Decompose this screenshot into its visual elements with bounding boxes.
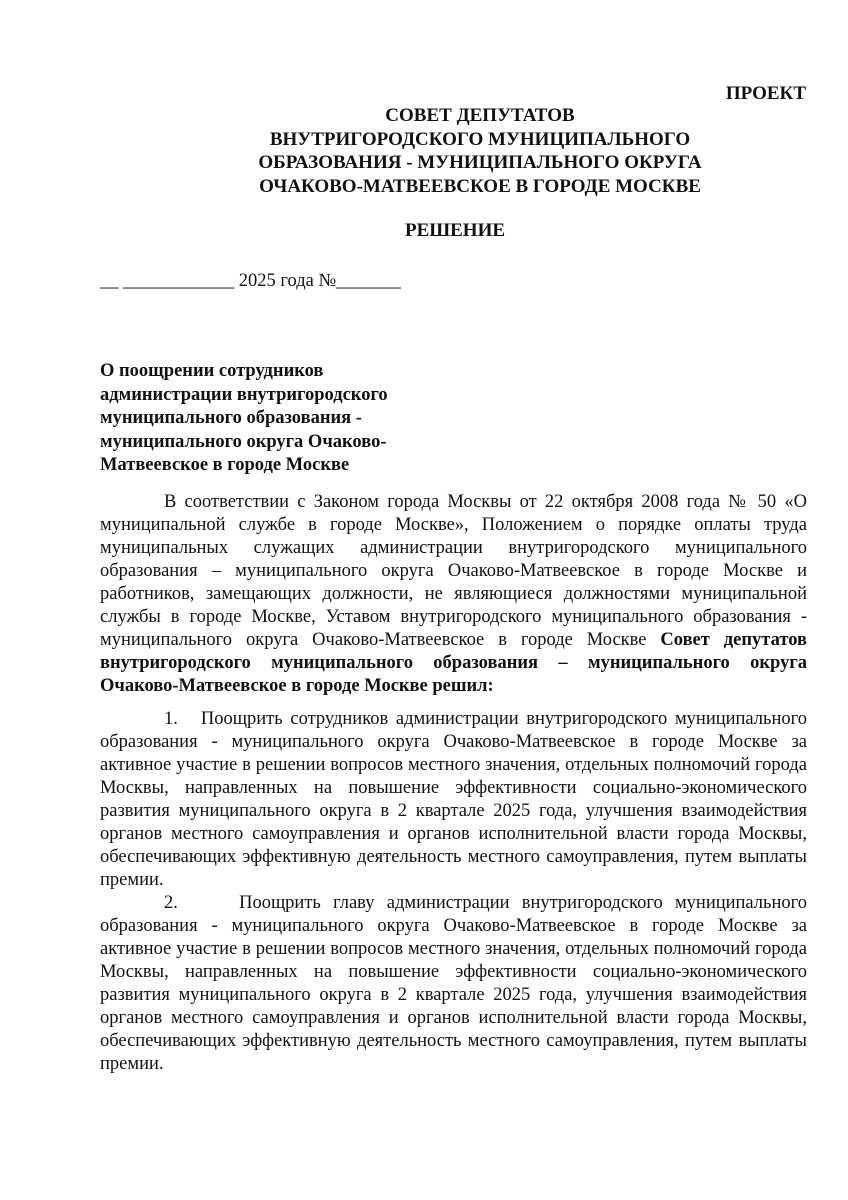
item-text: Поощрить главу администрации внутригородского муниципального образования - муниципального округа Очаково-Матвеевское в городе Москве за активное участие в решении вопросов местного значения, отдельных полномочий города Москвы, направленных на повышение эффективности социально-экономического развития муниципального округа в 2 квартале 2025 года, улучшения взаимодействия органов местного самоуправления и органов исполнительной власти города Москвы, обеспечивающих эффективную деятельность местного самоуправления, путем выплаты премии. — [100, 893, 807, 1074]
council-title-line: ОБРАЗОВАНИЯ - МУНИЦИПАЛЬНОГО ОКРУГА — [258, 152, 702, 173]
item-text: Поощрить сотрудников администрации внутригородского муниципального образования - муниципального округа Очаково-Матвеевское в городе Москве за активное участие в решении вопросов местного значения, отдельных полномочий города Москвы, направленных на повышение эффективности социально-экономического развития муниципального округа в 2 квартале 2025 года, улучшения взаимодействия органов местного самоуправления и органов исполнительной власти города Москвы, обеспечивающих эффективную деятельность местного самоуправления, путем выплаты премии. — [100, 709, 807, 890]
date-number-line: __ ____________ 2025 года №_______ — [100, 271, 401, 291]
preamble-paragraph — [100, 491, 807, 698]
subject-line: муниципального округа Очаково- — [100, 431, 387, 452]
draft-label: ПРОЕКТ — [725, 83, 806, 104]
council-title-line: СОВЕТ ДЕПУТАТОВ — [385, 105, 575, 126]
decision-item — [100, 892, 807, 1076]
decision-subject — [100, 360, 440, 478]
subject-line: муниципального образования - — [100, 408, 362, 428]
decision-item — [100, 708, 807, 892]
item-number: 2. — [164, 893, 178, 913]
item-number: 1. — [164, 709, 178, 729]
decision-body — [100, 491, 807, 1076]
subject-line: администрации внутригородского — [100, 384, 388, 405]
subject-line: О поощрении сотрудников — [100, 361, 324, 381]
subject-line: Матвеевское в городе Москве — [100, 455, 350, 475]
council-title — [150, 104, 810, 198]
preamble-resolution: Совет депутатов внутригородского муниципального образования – муниципального округа Очаково-Матвеевское в городе Москве решил: — [100, 630, 807, 696]
document-type-heading: РЕШЕНИЕ — [404, 220, 506, 241]
council-title-line: ОЧАКОВО-МАТВЕЕВСКОЕ В ГОРОДЕ МОСКВЕ — [259, 175, 701, 197]
preamble-text: В соответствии с Законом города Москвы от 22 октября 2008 года № 50 «О муниципальной службе в городе Москве», Положением о порядке оплаты труда муниципальных служащих администрации внутригородского муниципального образования – муниципального округа Очаково-Матвеевское в городе Москве и работников, замещающих должности, не являющиеся должностями муниципальной службы в городе Москве, Уставом внутригородского муниципального образования - муниципального округа Очаково-Матвеевское в городе Москве — [100, 492, 807, 650]
council-title-line: ВНУТРИГОРОДСКОГО МУНИЦИПАЛЬНОГО — [269, 128, 691, 150]
